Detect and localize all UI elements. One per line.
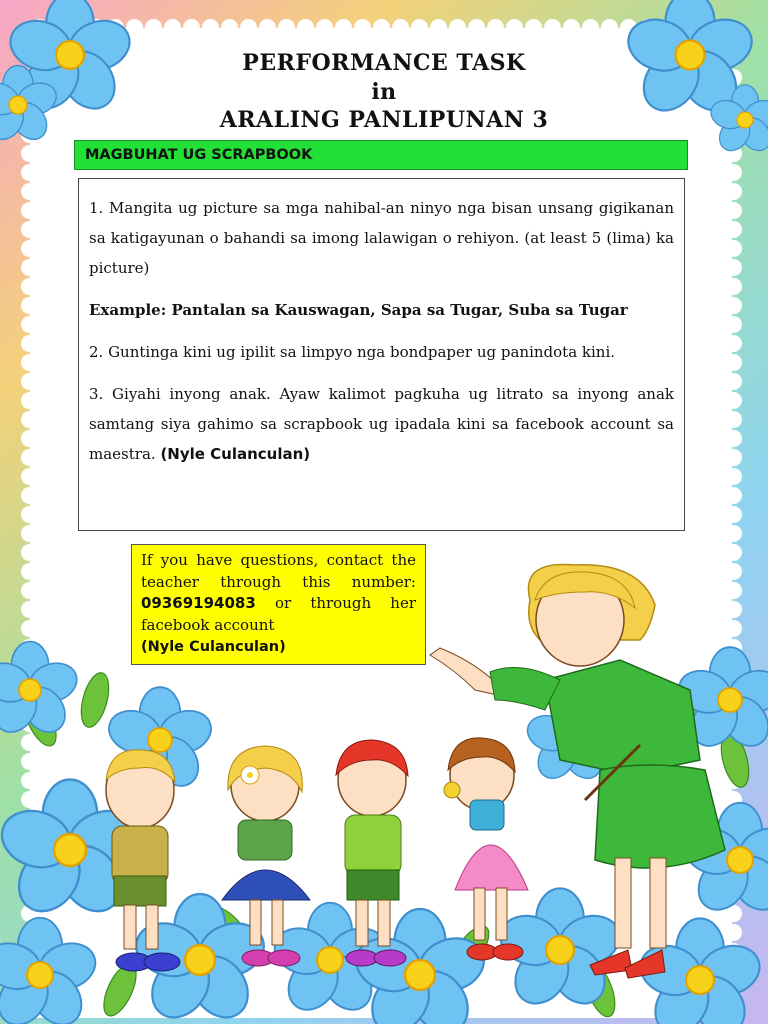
instruction-step-1: 1. Mangita ug picture sa mga nahibal-an ninyo nga bisan unsang gigikanan sa katigayunan o bahandi sa imong lalawigan o rehiyon. (at least 5 (lima) ka picture) (89, 199, 674, 277)
contact-box (131, 544, 426, 665)
activity-title-bar (74, 140, 688, 170)
instruction-step-3 (89, 379, 674, 469)
instruction-step-3-text: 3. Giyahi inyong anak. Ayaw kalimot pagkuha ug litrato sa inyong anak samtang siya gahimo sa scrapbook ug ipadala kini sa facebook account sa maestra. (89, 385, 674, 463)
page-title-line2: in (371, 79, 397, 105)
contact-phone: 09369194083 (141, 594, 256, 612)
flower-icon (349, 909, 490, 1024)
activity-title: MAGBUHAT UG SCRAPBOOK (85, 147, 313, 163)
instruction-step-3-tag: (Nyle Culanculan) (160, 445, 311, 463)
page-title-line3: ARALING PANLIPUNAN 3 (219, 107, 549, 133)
flower-icon (0, 918, 101, 1024)
instruction-example: Example: Pantalan sa Kauswagan, Sapa sa Tugar, Suba sa Tugar (89, 301, 628, 319)
contact-name: (Nyle Culanculan) (141, 639, 286, 655)
contact-middle: or through her facebook account (141, 594, 416, 634)
page-title-line1: PERFORMANCE TASK (242, 50, 526, 76)
flower-icon (0, 642, 82, 741)
instruction-step-2: 2. Guntinga kini ug ipilit sa limpyo nga bondpaper ug panindota kini. (89, 343, 616, 361)
contact-intro: If you have questions, contact the teacher through this number: (141, 551, 416, 591)
instructions-box (78, 178, 685, 531)
